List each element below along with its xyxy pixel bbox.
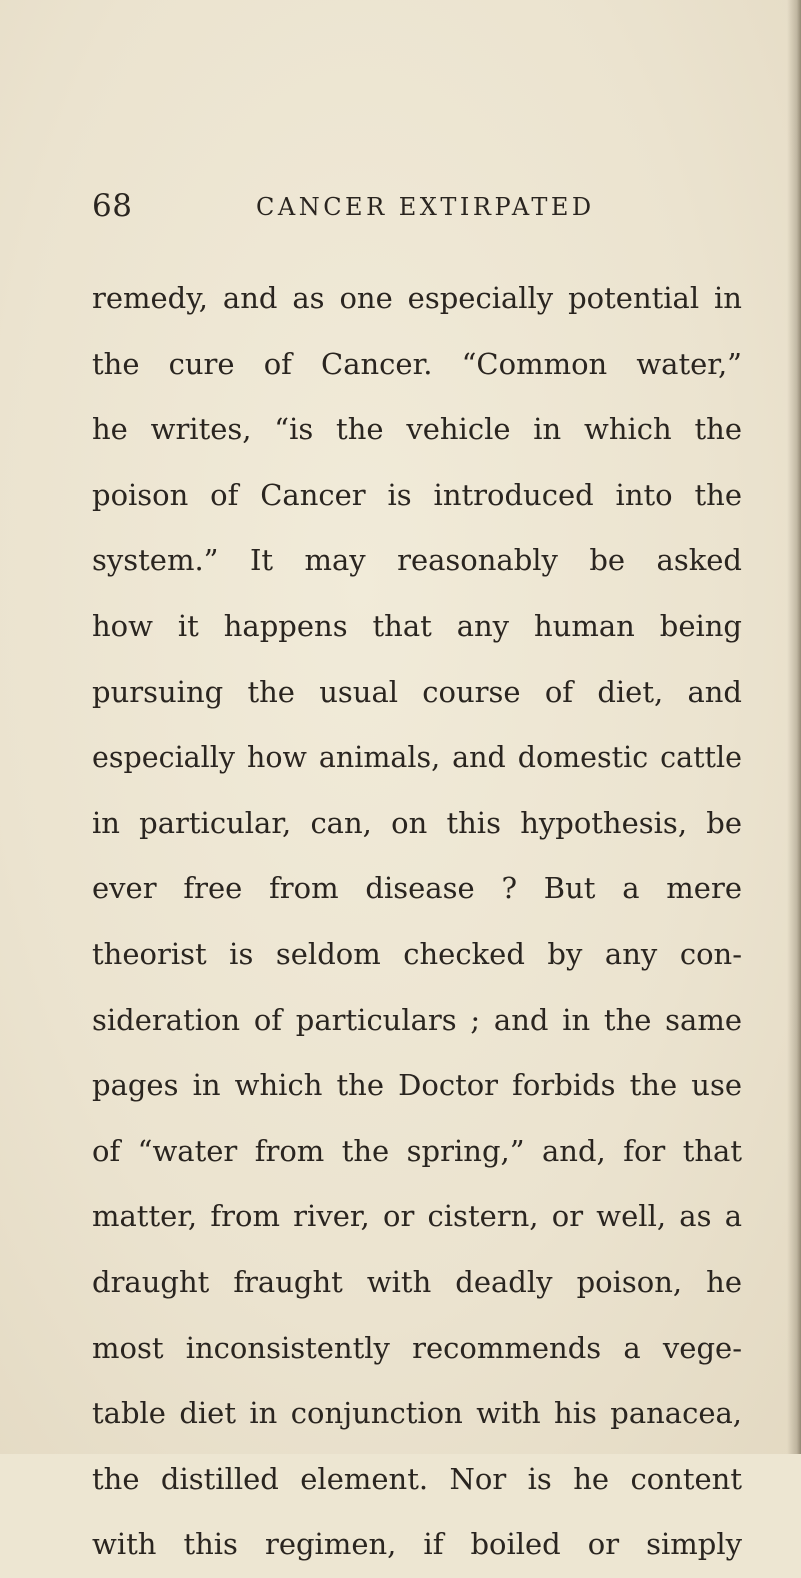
running-head: CANCER EXTIRPATED: [256, 193, 595, 221]
text-line: the cure of Cancer. “Common water,”: [92, 346, 742, 381]
text-line: matter, from river, or cistern, or well, as a: [92, 1199, 742, 1234]
text-line: remedy, and as one especially potential in: [92, 281, 742, 315]
text-line: ever free from disease ? But a mere: [92, 871, 742, 906]
text-line: of “water from the spring,” and, for that: [92, 1133, 742, 1168]
text-line: draught fraught with deadly poison, he: [92, 1264, 742, 1299]
text-line: system.” It may reasonably be asked: [92, 543, 742, 578]
body-text: [92, 266, 742, 1578]
text-line: especially how animals, and domestic cattle: [92, 741, 742, 775]
page-header: [92, 186, 742, 226]
text-line: table diet in conjunction with his panacea,: [92, 1396, 742, 1431]
text-line: theorist is seldom checked by any con-: [92, 936, 742, 971]
text-line: the distilled element. Nor is he content: [92, 1461, 742, 1496]
text-line: sideration of particulars ; and in the same: [92, 1002, 742, 1037]
text-line: poison of Cancer is introduced into the: [92, 477, 742, 512]
page-edge-shadow: [787, 0, 801, 1454]
text-line: pages in which the Doctor forbids the use: [92, 1068, 742, 1103]
text-line: with this regimen, if boiled or simply: [92, 1527, 742, 1562]
text-line: most inconsistently recommends a vege-: [92, 1330, 742, 1365]
text-line: in particular, can, on this hypothesis, be: [92, 805, 742, 840]
text-line: he writes, “is the vehicle in which the: [92, 412, 742, 447]
text-line: pursuing the usual course of diet, and: [92, 674, 742, 709]
page-number: 68: [92, 188, 133, 224]
text-line: how it happens that any human being: [92, 608, 742, 643]
